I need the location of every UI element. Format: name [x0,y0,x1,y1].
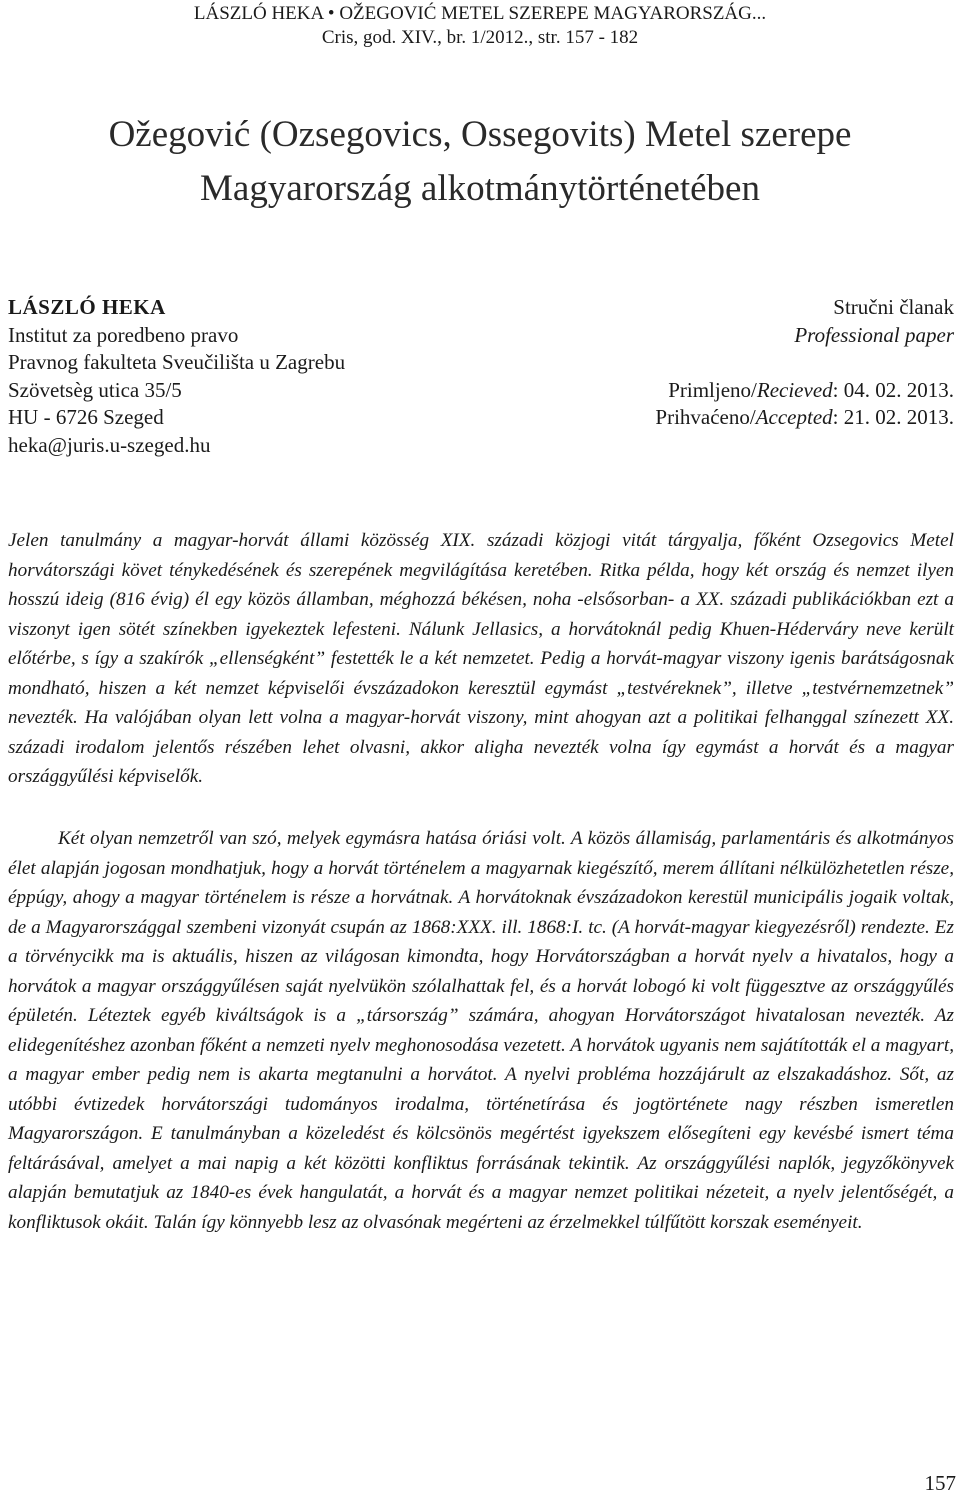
article-title-line-2: Magyarország alkotmánytörténetében [200,168,760,209]
article-meta [8,294,954,459]
article-title [0,108,960,216]
running-header-title: LÁSZLÓ HEKA • OŽEGOVIĆ METEL SZEREPE MAGYARORSZÁG... [193,3,767,24]
author-city: HU - 6726 Szeged [8,405,164,429]
meta-row-5 [8,404,954,432]
author-faculty: Pravnog fakulteta Sveučilišta u Zagrebu [8,350,346,374]
meta-row-4 [8,377,954,405]
article-type-en: Professional paper [794,322,954,347]
running-header-citation: Cris, god. XIV., br. 1/2012., str. 157 - 182 [321,27,639,48]
body-paragraph: Két olyan nemzetről van szó, melyek egymásra hatása óriási volt. A közös államiság, parlamentáris és alkotmányos élet alapján jogosan mondhatjuk, hogy a horvát történelem a magyarnak kiegészítő, merem állítani nélkülözhetetlen része, éppúgy, ahogy a magyar történelem is része a horvátnak. A horvátoknak évszázadokon kerestül municipális jogaik voltak, de a Magyarországgal szembeni vizonyát csupán az 1868:XXX. ill. 1868:I. tc. (A horvát-magyar kiegyezésről) rendezte. Ez a törvénycikk ma is aktuális, hiszen az világosan kimondta, hogy Horvátországban a horvát nyelv a hivatalos, hogy a horvátok a magyar országgyűlésen saját nyelvükön szólalhattak fel, és a horvát lobogó ki volt függesztve az országgyűlés épületén. Léteztek egyéb kiváltságok is a „társország” számára, ahogyan Horvátországot hivatalosan nevezték. Az elidegenítéshez azonban főként a nemzeti nyelv meghonosodása vezetett. A horvátok ugyanis nem sajátították el a magyart, a magyar ember pedig nem is akarta megtanulni a horvátot. A nyelvi probléma hozzájárult az elszakadáshoz. Sőt, az utóbbi évtizedek horvátországi tudományos irodalma, történetírása és jogtörténete nagy részben ismeretlen Magyarországon. E tanulmányban a közeledést és kölcsönös megértést igyekszem elősegíteni egy kevésbé ismert téma feltárásával, amelyet a mai napig a két közötti konfliktus forrásának tekintik. Az országgyűlési naplók, jegyzőkönyvek alapján bemutatjuk az 1840-es évek hangulatát, a horvát és a magyar nemzet politikai nézeteit, a nyelv jelentőségét, a konfliktusok okáit. Talán így könnyebb lesz az olvasónak megérteni az érzelmekkel túlfűtött korszak eseményeit. [8,828,954,1233]
meta-row-2 [8,322,954,350]
author-street: Szövetsèg utica 35/5 [8,377,182,402]
meta-row-1 [8,294,954,322]
meta-row-3 [8,349,954,377]
article-type-hr: Stručni članak [833,295,954,319]
received-info: Primljeno/Recieved: 04. 02. 2013. [668,377,954,402]
meta-row-6 [8,432,954,460]
article-title-line-1: Ožegović (Ozsegovics, Ossegovits) Metel szerepe [108,114,852,155]
abstract-paragraph: Jelen tanulmány a magyar-horvát állami közösség XIX. századi közjogi vitát tárgyalja, főként Ozsegovics Metel horvátországi követ ténykedésének és szerepének megvilágítása keretében. Ritka példa, hogy két ország és nemzet ilyen hosszú ideig (816 évig) él egy közös államban, méghozzá békésen, noha -elsősorban- a XX. századi publikációkban ezt a viszonyt igen sötét színekben igyekeztek lefesteni. Nálunk Jellasics, a horvátoknál pedig Khuen-Héderváry neve került előtérbe, s így a szakírók „ellenségként” festették le a két nemzetet. Pedig a horvát-magyar viszony igenis barátságosnak mondható, hiszen a két nemzet képviselői évszázadokon keresztül egymást „testvéreknek”, illetve „testvérnemzetnek” nevezték. Ha valójában olyan lett volna a magyar-horvát viszony, mint ahogyan azt a politikai felhanggal színezett XX. századi irodalom jelentős részében lehet olvasni, akkor aligha nevezték volna így egymást a horvát és a magyar országgyűlési képviselők. [8,530,954,787]
author-email: heka@juris.u-szeged.hu [8,432,211,457]
accepted-info: Prihvaćeno/Accepted: 21. 02. 2013. [655,405,954,429]
author-institute: Institut za poredbeno pravo [8,322,239,347]
page-number: 157 [924,1471,956,1495]
running-header [0,2,960,50]
author-name: LÁSZLÓ HEKA [8,295,166,319]
